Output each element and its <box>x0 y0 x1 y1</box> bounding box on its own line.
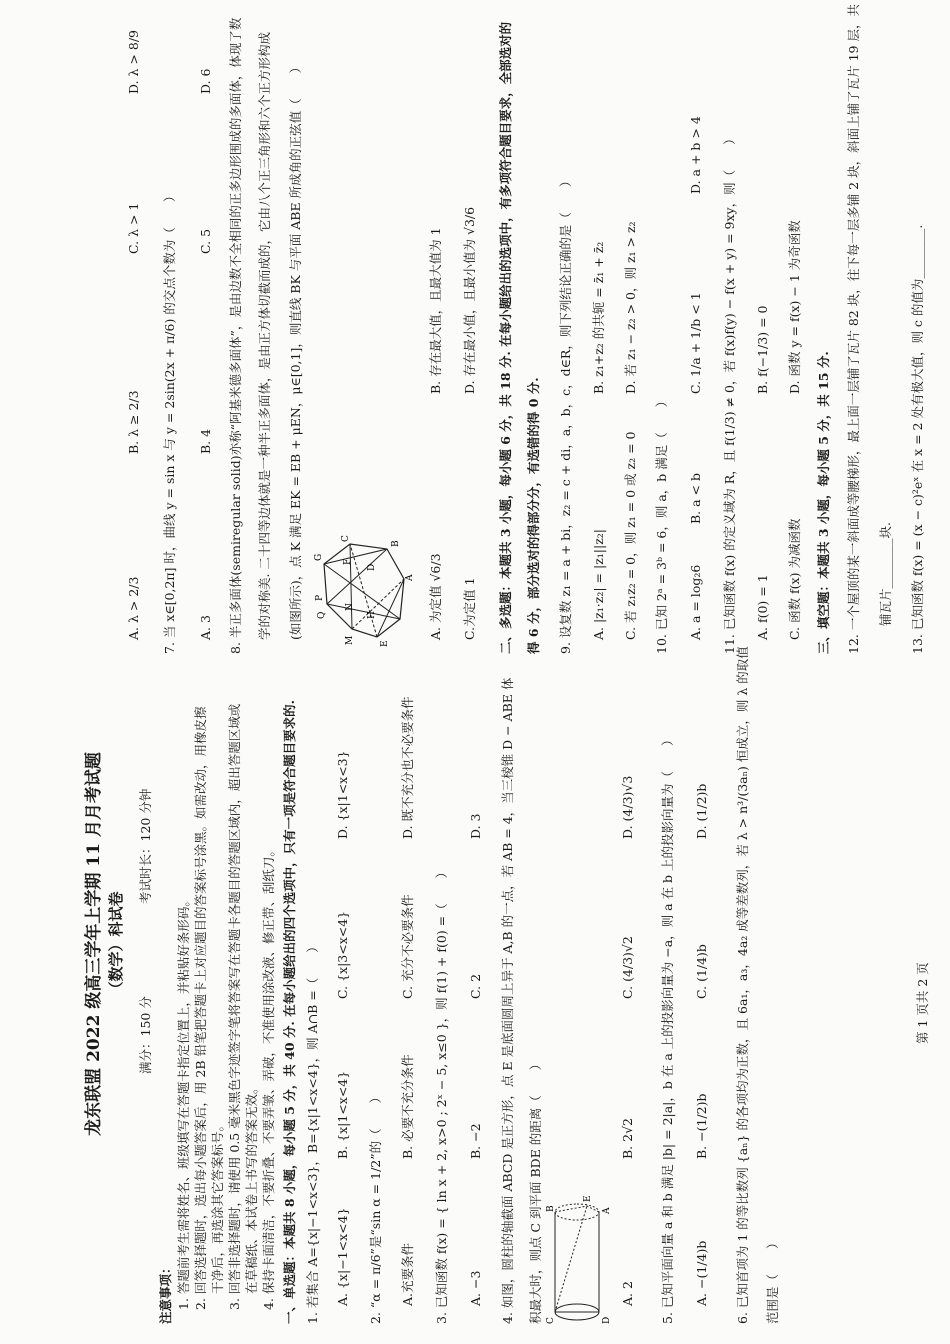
figure-label: Q <box>317 611 327 619</box>
question-8-cont: (如图所示)，点 K 满足 EK = EB + μEN，μ∈[0,1]，则直线 BK 与平面 ABE 所成角的正弦值（ ） <box>288 60 303 640</box>
option-d: D. 6 <box>198 68 213 94</box>
option-a: A. a = log₂6 <box>688 564 703 640</box>
fig-label: D <box>602 1316 612 1324</box>
figure-label: M <box>345 635 355 645</box>
option-d: D. 3 <box>468 813 483 839</box>
notice-item: 干净后，再选涂其它答案标号。 <box>210 1118 225 1294</box>
option-d: D. {x|1<x<3} <box>335 750 350 839</box>
notice-item: 4. 保持卡面清洁，不要折叠、不要弄皱、弄破，不准使用涂改液、修正带、刮纸刀。 <box>261 844 276 1310</box>
figure-label: B <box>391 540 401 547</box>
fig-label: A <box>602 1207 612 1214</box>
option-a: A. 3 <box>198 615 213 640</box>
full-score: 满分：150 分 <box>138 996 153 1074</box>
question-8-cont: 学的对称美. 二十四等边体就是一种半正多面体，是由正方体切截而成的，它由八个正三角形和六个正方形构成 <box>257 32 272 640</box>
option-d: D. 存在最小值，且最小值为 √3/6 <box>462 206 477 394</box>
option-c: C. λ > 1 <box>126 202 141 254</box>
option-c: C. (1/4)b <box>694 944 709 999</box>
option-a: A. 为定值 √6/3 <box>428 553 443 640</box>
question-7: 7. 当 x∈[0,2π] 时，曲线 y = sin x 与 y = 2sin(2x + π/6) 的交点个数为（ ） <box>162 189 177 654</box>
option-a: A. −3 <box>468 1270 483 1306</box>
figure-label: H <box>367 611 377 619</box>
option-b: B. a < b <box>688 472 703 524</box>
figure-label: P <box>315 594 325 601</box>
question-9: 9. 设复数 z₁ = a + bi，z₂ = c + di，a，b，c，d∈R，则下列结论正确的是（ ） <box>558 174 573 654</box>
exam-subtitle: （数学）科试卷 <box>107 891 125 997</box>
figure-label: D <box>367 563 377 571</box>
question-8: 8. 半正多面体(semiregular solid)亦称“阿基米德多面体”，是由边数不全相同的正多边形围成的多面体，体现了数 <box>228 17 243 654</box>
option-c: C. 若 z₁z₂ = 0，则 z₁ = 0 或 z₂ = 0 <box>623 431 638 640</box>
option-b: B. 4 <box>198 428 213 454</box>
question-13: 13. 已知函数 f(x) = (x − c)²eˣ 在 x = 2 处有极大值，则 c 的值为________. <box>910 224 925 654</box>
option-c: C. 2 <box>468 973 483 999</box>
option-b: B. z₁+z₂ 的共轭 = z̄₁ + z̄₂ <box>591 241 606 394</box>
figure-label: A <box>405 574 415 581</box>
option-b: B. 必要不充分条件 <box>400 1054 415 1159</box>
section-single-choice: 一、单选题：本题共 8 小题，每小题 5 分，共 40 分. 在每小题给出的四个选项中，只有一项是符合题目要求的. <box>282 700 297 1324</box>
option-a: A. {x|−1<x<4} <box>335 1207 350 1306</box>
question-3: 3. 已知函数 f(x) = { ln x + 2, x>0 ; 2ˣ − 5, x≤0 }，则 f(1) + f(0) =（ ） <box>434 865 449 1324</box>
question-4: 4. 如图，圆柱的轴截面 ABCD 是正方形，点 E 是底面圆周上异于 A,B 的一点，若 AB = 4，当三棱锥 D − ABE 体 <box>500 677 515 1324</box>
option-d: D. 若 z₁ − z₂ > 0，则 z₁ > z₂ <box>623 221 638 394</box>
page-footer: 第 1 页共 2 页 <box>915 962 930 1044</box>
question-12: 12. 一个屋顶的某一斜面成等腰梯形，最上面一层铺了瓦片 82 块，往下每一层多铺 2 块，斜面上铺了瓦片 19 层，共 <box>846 4 861 654</box>
exam-title: 龙东联盟 2022 级高三学年上学期 11 月月考试题 <box>84 752 104 1136</box>
option-d: D. 既不充分也不必要条件 <box>400 696 415 839</box>
option-d: D. (4/3)√3 <box>620 775 635 839</box>
option-a: A. −(1/4)b <box>694 1240 709 1306</box>
polyhedron-figure <box>312 534 415 649</box>
option-b: B. −2 <box>468 1123 483 1159</box>
option-b: B. 存在最大值，且最大值为 1 <box>428 227 443 394</box>
section-fill-blank: 三、填空题：本题共 3 小题，每小题 5 分，共 15 分. <box>816 351 831 654</box>
option-c: C. 1/a + 1/b < 1 <box>688 292 703 394</box>
notice-heading: 注意事项： <box>158 1261 173 1324</box>
question-6: 6. 已知首项为 1 的等比数列 {aₙ} 的各项均为正数，且 6a₁，a₃，4a₂ 成等差数列，若 λ > n³/(3aₙ) 恒成立，则 λ 的取值 <box>735 646 750 1324</box>
fig-label: B <box>546 1205 556 1212</box>
notice-item: 1. 答题前考生需将姓名、班级填写在答题卡指定位置上，并粘贴好条形码。 <box>176 894 191 1310</box>
option-d: D. a + b > 4 <box>688 116 703 194</box>
option-c: C. (4/3)√2 <box>620 936 635 999</box>
option-a: A.充要条件 <box>400 1242 415 1306</box>
figure-label: G <box>314 553 324 561</box>
option-c: C. {x|3<x<4} <box>335 910 350 999</box>
figure-label: F <box>343 558 353 565</box>
option-d: D. (1/2)b <box>694 783 709 839</box>
fig-label: C <box>546 1317 556 1324</box>
figure-label: C <box>341 535 351 542</box>
section-multiple-choice-cont: 得 6 分，部分选对的得部分分，有选错的得 0 分. <box>526 377 541 654</box>
question-10: 10. 已知 2ᵃ = 3ᵇ = 6，则 a，b 满足（ ） <box>654 394 669 654</box>
option-c: C. 函数 f(x) 为减函数 <box>787 518 802 640</box>
option-d: D. 函数 y = f(x) − 1 为奇函数 <box>787 220 802 394</box>
option-c: C.为定值 1 <box>462 577 477 640</box>
figure-label: E <box>380 640 390 647</box>
question-5: 5. 已知平面向量 a 和 b 满足 |b| = 2|a|，b 在 a 上的投影向量为 −a，则 a 在 b 上的投影向量为（ ） <box>660 733 675 1324</box>
notice-item: 3. 回答非选择题时，请使用 0.5 毫米黑色字迹签字笔将答案写在答题卡各题目的答题区域内，超出答题区域或 <box>227 703 242 1310</box>
option-a: A. 2 <box>620 1281 635 1306</box>
question-11: 11. 已知函数 f(x) 的定义域为 R，且 f(1/3) ≠ 0，若 f(x)f(y) − f(x + y) = 9xy，则（ ） <box>722 132 737 654</box>
figure-label: N <box>345 603 355 611</box>
question-1: 1. 若集合 A={x|−1<x<3}，B={x|1<x<4}，则 A∩B =（ ） <box>305 940 320 1324</box>
option-b: B. {x|1<x<4} <box>335 1070 350 1159</box>
cylinder-figure <box>545 1194 610 1324</box>
option-d: D. λ > 8/9 <box>126 30 141 94</box>
option-b: B. f(−1/3) = 0 <box>755 305 770 394</box>
question-4-cont: 积最大时，则点 C 到平面 BDE 的距离（ ） <box>528 1057 543 1324</box>
option-b: B. λ ≥ 2/3 <box>126 390 141 454</box>
fig-label: E <box>583 1195 593 1202</box>
option-a: A. λ > 2/3 <box>126 576 141 640</box>
notice-item: 2. 回答选择题时，选出每小题答案后，用 2B 铅笔把答题卡上对应题目的答案标号涂黑。如需改动，用橡皮擦 <box>193 706 208 1310</box>
question-6-cont: 范围是（ ） <box>765 1236 780 1324</box>
question-2: 2. “α = π/6”是“sin α = 1/2”的（ ） <box>368 1090 383 1324</box>
option-b: B. 2√2 <box>620 1117 635 1159</box>
duration: 考试时长：120 分钟 <box>138 788 153 904</box>
option-a: A. f(0) = 1 <box>755 574 770 640</box>
option-c: C. 5 <box>198 228 213 254</box>
option-b: B. −(1/2)b <box>694 1093 709 1159</box>
option-a: A. |z₁·z₂| = |z₁||z₂| <box>591 528 606 640</box>
notice-item: 在草稿纸、本试卷上书写的答案无效。 <box>244 1081 259 1294</box>
question-12-cont: 铺瓦片________块. <box>878 522 893 626</box>
option-c: C. 充分不必要条件 <box>400 894 415 999</box>
section-multiple-choice: 二、多选题：本题共 3 小题，每小题 6 分，共 18 分. 在每小题给出的选项中，有多项符合题目要求，全部选对的 <box>498 21 513 654</box>
